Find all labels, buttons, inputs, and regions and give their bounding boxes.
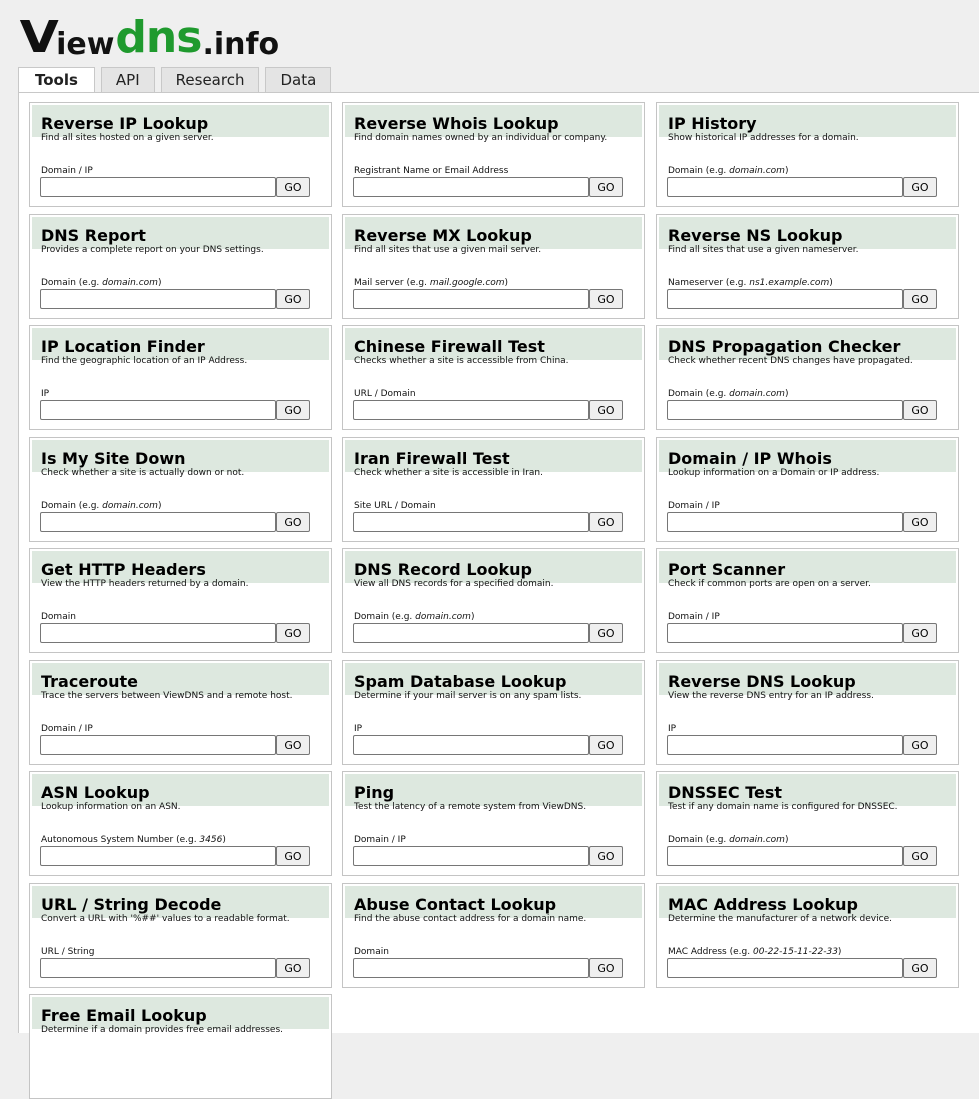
tool-input-label: MAC Address (e.g. 00-22-15-11-22-33): [668, 947, 842, 957]
tool-input-field[interactable]: [353, 958, 589, 978]
tool-card-ip-history: [656, 102, 959, 207]
tool-input-label: Domain / IP: [41, 166, 93, 176]
tool-title[interactable]: DNS Report: [41, 226, 146, 245]
tool-card-ping: [342, 771, 645, 876]
go-button[interactable]: GO: [589, 846, 623, 866]
tool-description: Checks whether a site is accessible from China.: [354, 356, 569, 366]
tool-input-example: domain.com: [102, 501, 158, 511]
tool-input-label: Domain (e.g. domain.com): [354, 612, 475, 622]
tool-input-label: Mail server (e.g. mail.google.com): [354, 278, 509, 288]
tool-title[interactable]: ASN Lookup: [41, 783, 150, 802]
tool-input-example: domain.com: [415, 612, 471, 622]
tool-title[interactable]: DNS Propagation Checker: [668, 337, 901, 356]
go-button[interactable]: GO: [276, 289, 310, 309]
tool-title[interactable]: Free Email Lookup: [41, 1006, 207, 1025]
tool-card-ip-location-finder: [29, 325, 332, 430]
tool-title[interactable]: DNS Record Lookup: [354, 560, 532, 579]
tool-title[interactable]: Spam Database Lookup: [354, 672, 567, 691]
tool-input-label: Domain (e.g. domain.com): [668, 835, 789, 845]
tool-input-field[interactable]: [667, 846, 903, 866]
tool-description: Find the abuse contact address for a domain name.: [354, 914, 587, 924]
go-button[interactable]: GO: [276, 512, 310, 532]
tool-input-field[interactable]: [353, 846, 589, 866]
tool-card-iran-firewall-test: [342, 437, 645, 542]
tool-description: Check whether a site is actually down or not.: [41, 468, 245, 478]
tool-description: Find all sites that use a given mail server.: [354, 245, 542, 255]
tool-input-label: Domain / IP: [354, 835, 406, 845]
tool-input-label: IP: [354, 724, 363, 734]
go-button[interactable]: GO: [903, 735, 937, 755]
tool-input-example: ns1.example.com: [749, 278, 830, 288]
tool-title[interactable]: Is My Site Down: [41, 449, 186, 468]
tool-input-field[interactable]: [40, 400, 276, 420]
tool-input-field[interactable]: [667, 512, 903, 532]
tool-card-is-my-site-down: [29, 437, 332, 542]
tool-card-reverse-mx-lookup: [342, 214, 645, 319]
tool-card-chinese-firewall-test: [342, 325, 645, 430]
go-button[interactable]: GO: [903, 958, 937, 978]
tool-card-mac-address-lookup: [656, 883, 959, 988]
tool-title[interactable]: MAC Address Lookup: [668, 895, 858, 914]
tool-input-label: Domain / IP: [668, 612, 720, 622]
tool-card-dns-propagation-checker: [656, 325, 959, 430]
tool-input-label: Domain: [354, 947, 389, 957]
tool-input-field[interactable]: [40, 512, 276, 532]
tool-input-label: Domain: [41, 612, 76, 622]
tab-data[interactable]: Data: [265, 67, 331, 92]
tool-input-label: Autonomous System Number (e.g. 3456): [41, 835, 226, 845]
tool-description: Find all sites that use a given nameserver.: [668, 245, 859, 255]
tool-card-traceroute: [29, 660, 332, 765]
tool-card-dnssec-test: [656, 771, 959, 876]
tool-description: Test if any domain name is configured for DNSSEC.: [668, 802, 898, 812]
go-button[interactable]: GO: [903, 512, 937, 532]
tool-card-get-http-headers: [29, 548, 332, 653]
tab-tools[interactable]: Tools: [18, 67, 95, 93]
tool-title[interactable]: Port Scanner: [668, 560, 786, 579]
tool-title[interactable]: Reverse NS Lookup: [668, 226, 843, 245]
tool-input-field[interactable]: [40, 623, 276, 643]
tool-input-label: IP: [41, 389, 50, 399]
tool-input-field[interactable]: [353, 289, 589, 309]
go-button[interactable]: GO: [276, 623, 310, 643]
tool-description: Show historical IP addresses for a domain.: [668, 133, 859, 143]
tool-description: Test the latency of a remote system from ViewDNS.: [354, 802, 587, 812]
go-button[interactable]: GO: [589, 623, 623, 643]
tool-input-field[interactable]: [40, 289, 276, 309]
viewdns-logo[interactable]: [19, 10, 280, 63]
logo-dns: dns: [115, 12, 202, 63]
tool-title[interactable]: Iran Firewall Test: [354, 449, 510, 468]
tool-title[interactable]: Get HTTP Headers: [41, 560, 206, 579]
tool-title[interactable]: Reverse Whois Lookup: [354, 114, 559, 133]
tool-input-label: Site URL / Domain: [354, 501, 436, 511]
tool-input-label: Nameserver (e.g. ns1.example.com): [668, 278, 833, 288]
go-button[interactable]: GO: [903, 177, 937, 197]
tool-input-field[interactable]: [40, 177, 276, 197]
tool-description: View the reverse DNS entry for an IP address.: [668, 691, 874, 701]
tool-input-example: domain.com: [729, 835, 785, 845]
go-button[interactable]: GO: [276, 958, 310, 978]
tool-description: Determine the manufacturer of a network device.: [668, 914, 892, 924]
tool-card-abuse-contact-lookup: [342, 883, 645, 988]
tool-title[interactable]: Reverse MX Lookup: [354, 226, 532, 245]
tool-description: Check whether a site is accessible in Iran.: [354, 468, 543, 478]
tool-title[interactable]: Reverse IP Lookup: [41, 114, 209, 133]
tool-title[interactable]: IP Location Finder: [41, 337, 205, 356]
tool-description: Lookup information on an ASN.: [41, 802, 181, 812]
tool-title[interactable]: Chinese Firewall Test: [354, 337, 545, 356]
tool-card-free-email-lookup: [29, 994, 332, 1099]
tool-card-url-string-decode: [29, 883, 332, 988]
tool-description: Trace the servers between ViewDNS and a remote host.: [41, 691, 293, 701]
tools-panel: [18, 92, 979, 1033]
go-button[interactable]: GO: [589, 177, 623, 197]
tool-description: View the HTTP headers returned by a domain.: [41, 579, 249, 589]
tool-input-label: Domain (e.g. domain.com): [41, 278, 162, 288]
tool-input-label: URL / Domain: [354, 389, 416, 399]
tool-input-example: mail.google.com: [429, 278, 505, 288]
tool-description: Lookup information on a Domain or IP address.: [668, 468, 880, 478]
tool-input-field[interactable]: [353, 177, 589, 197]
go-button[interactable]: GO: [276, 177, 310, 197]
logo-iew: iew: [56, 27, 115, 62]
tool-input-field[interactable]: [667, 623, 903, 643]
tool-input-field[interactable]: [40, 735, 276, 755]
tool-input-label: Domain (e.g. domain.com): [41, 501, 162, 511]
tool-input-label: IP: [668, 724, 677, 734]
tool-input-field[interactable]: [667, 400, 903, 420]
tool-title[interactable]: Ping: [354, 783, 395, 802]
main-tabs: [18, 67, 331, 93]
tool-input-field[interactable]: [353, 623, 589, 643]
go-button[interactable]: GO: [589, 400, 623, 420]
tool-description: Determine if your mail server is on any spam lists.: [354, 691, 582, 701]
tool-input-example: 00-22-15-11-22-33: [752, 947, 838, 957]
tool-title[interactable]: DNSSEC Test: [668, 783, 783, 802]
tool-input-field[interactable]: [667, 177, 903, 197]
tool-description: Convert a URL with '%##' values to a readable format.: [41, 914, 290, 924]
tool-input-example: domain.com: [729, 389, 785, 399]
tool-input-field[interactable]: [353, 512, 589, 532]
tool-description: View all DNS records for a specified domain.: [354, 579, 554, 589]
tool-description: Find the geographic location of an IP Address.: [41, 356, 248, 366]
tab-api[interactable]: API: [101, 67, 155, 92]
tool-title[interactable]: Traceroute: [41, 672, 138, 691]
tool-card-spam-database-lookup: [342, 660, 645, 765]
go-button[interactable]: GO: [276, 735, 310, 755]
tool-card-asn-lookup: [29, 771, 332, 876]
tool-title[interactable]: URL / String Decode: [41, 895, 222, 914]
tool-card-reverse-dns-lookup: [656, 660, 959, 765]
tool-input-label: Registrant Name or Email Address: [354, 166, 509, 176]
tool-card-port-scanner: [656, 548, 959, 653]
tool-description: Provides a complete report on your DNS settings.: [41, 245, 264, 255]
tool-card-reverse-ns-lookup: [656, 214, 959, 319]
tool-input-example: 3456: [199, 835, 223, 845]
tool-description: Determine if a domain provides free email addresses.: [41, 1025, 283, 1035]
tool-input-field[interactable]: [667, 735, 903, 755]
tool-card-reverse-ip-lookup: [29, 102, 332, 207]
tab-research[interactable]: Research: [161, 67, 260, 92]
tool-description: Find domain names owned by an individual or company.: [354, 133, 608, 143]
logo-info: .info: [202, 27, 280, 62]
tool-description: Check whether recent DNS changes have propagated.: [668, 356, 913, 366]
logo-v: V: [19, 12, 57, 63]
go-button[interactable]: GO: [903, 289, 937, 309]
go-button[interactable]: GO: [589, 289, 623, 309]
go-button[interactable]: GO: [276, 400, 310, 420]
tool-input-label: URL / String: [41, 947, 95, 957]
tool-input-field[interactable]: [667, 958, 903, 978]
go-button[interactable]: GO: [589, 735, 623, 755]
go-button[interactable]: GO: [903, 846, 937, 866]
tool-input-example: domain.com: [729, 166, 785, 176]
tool-title[interactable]: IP History: [668, 114, 757, 133]
tool-input-field[interactable]: [353, 735, 589, 755]
tool-description: Find all sites hosted on a given server.: [41, 133, 214, 143]
tool-title[interactable]: Domain / IP Whois: [668, 449, 832, 468]
tool-title[interactable]: Abuse Contact Lookup: [354, 895, 557, 914]
tool-input-field[interactable]: [40, 958, 276, 978]
tool-card-dns-record-lookup: [342, 548, 645, 653]
go-button[interactable]: GO: [276, 846, 310, 866]
go-button[interactable]: GO: [903, 623, 937, 643]
tool-card-domain-ip-whois: [656, 437, 959, 542]
tool-input-field[interactable]: [353, 400, 589, 420]
tool-input-label: Domain / IP: [41, 724, 93, 734]
tool-input-field[interactable]: [667, 289, 903, 309]
tool-input-label: Domain (e.g. domain.com): [668, 389, 789, 399]
tool-description: Check if common ports are open on a server.: [668, 579, 871, 589]
tool-input-example: domain.com: [102, 278, 158, 288]
go-button[interactable]: GO: [903, 400, 937, 420]
tool-input-field[interactable]: [40, 846, 276, 866]
go-button[interactable]: GO: [589, 512, 623, 532]
tool-card-dns-report: [29, 214, 332, 319]
tool-input-label: Domain (e.g. domain.com): [668, 166, 789, 176]
go-button[interactable]: GO: [589, 958, 623, 978]
tool-card-reverse-whois-lookup: [342, 102, 645, 207]
tool-title[interactable]: Reverse DNS Lookup: [668, 672, 856, 691]
tool-input-label: Domain / IP: [668, 501, 720, 511]
